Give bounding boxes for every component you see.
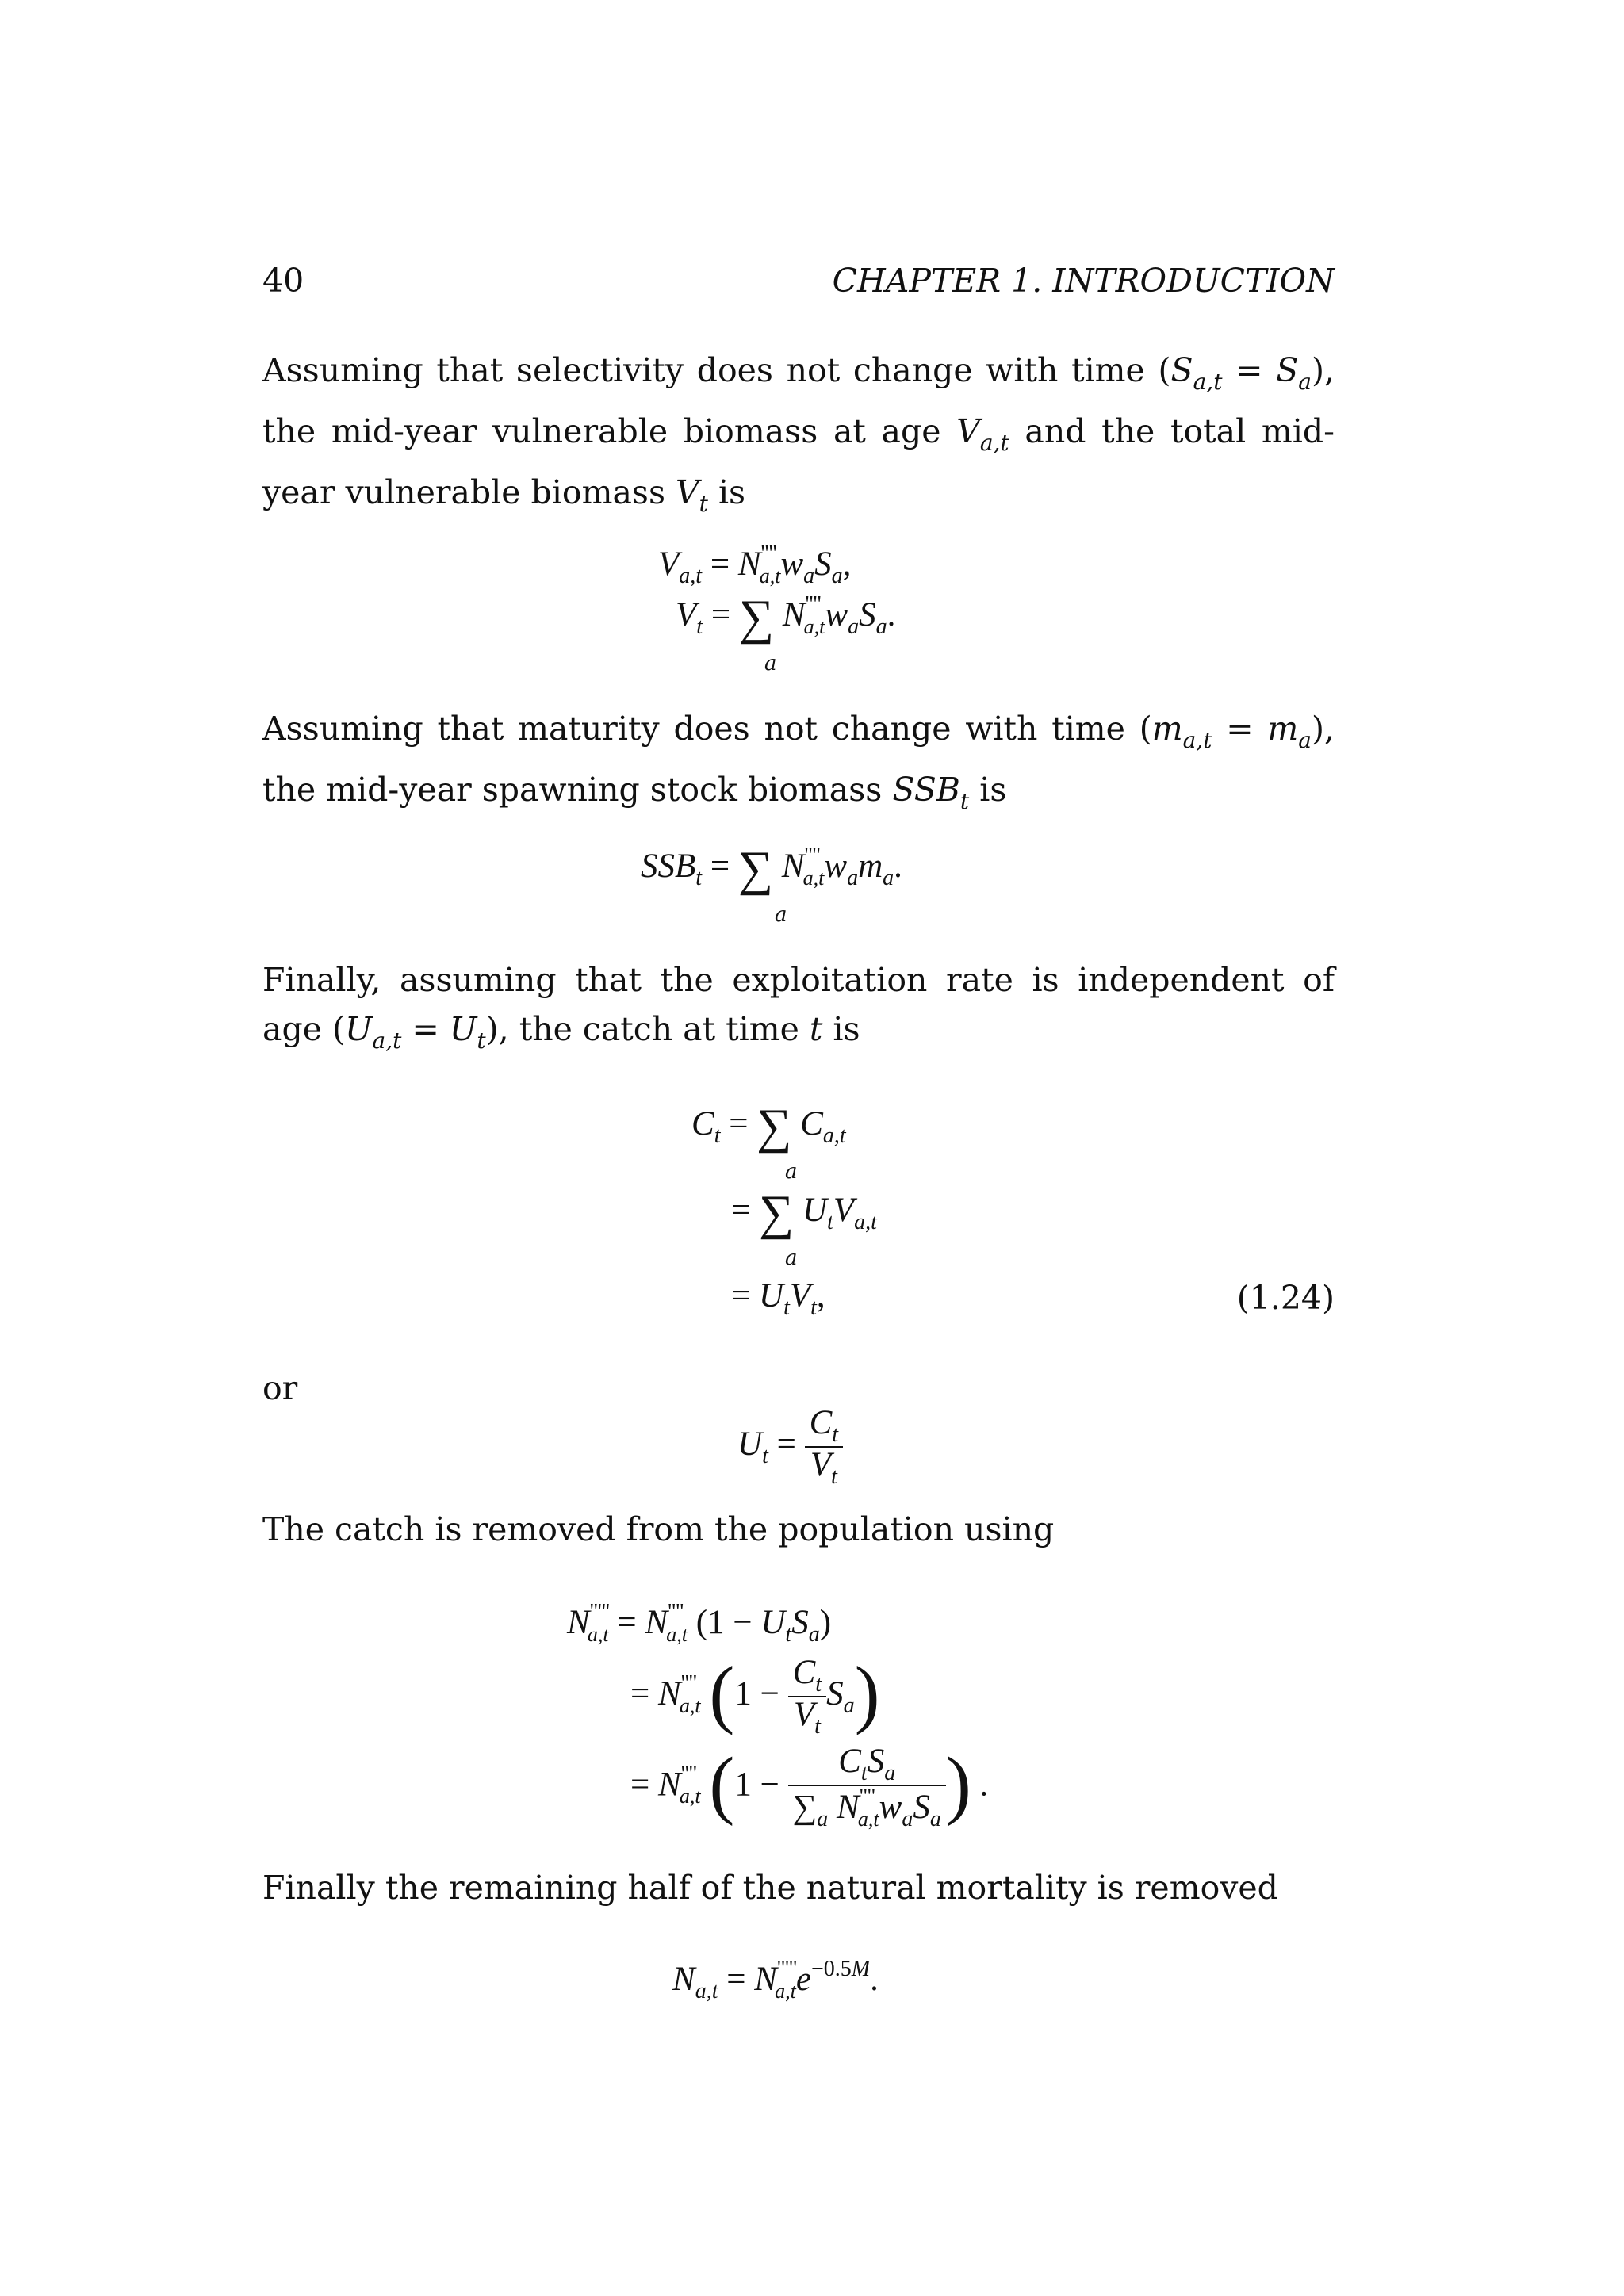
equation-catch-line2: = ∑ $U_tV_{a,t}$ [731, 1186, 877, 1240]
equation-number: (1.24) [1236, 1279, 1335, 1317]
equation-ssb: $SSB_t$ = ∑ $N''''_{a,t}w_am_a$. [641, 842, 902, 896]
equation-catch-line1: $C_t$ = ∑ $C_{a,t}$ [691, 1100, 846, 1154]
paragraph-catch-removed: The catch is removed from the population using [262, 1510, 1055, 1548]
chapter-header: CHAPTER 1. INTRODUCTION [832, 262, 1335, 300]
sum-index: a [785, 1160, 798, 1184]
equation-removal-line3: = $N''''_{a,t}$ (1 − $\frac{C_tS_a}{\sum_a N''''_{a,t}w_aS_a}$ ) . [630, 1741, 989, 1831]
paragraph-selectivity: Assuming that selectivity does not change with time $(S_{a,t} = S_a)$, the mid-year vulnerable biomass at age $V_{a,t}$ and the total mid-year vulnerable biomass $V_t$ is [262, 351, 1335, 517]
paragraph-maturity: Assuming that maturity does not change with time $(m_{a,t} = m_a)$, the mid-year spawning stock biomass $SSB_t$ is [262, 710, 1335, 814]
sum-index: a [764, 652, 777, 675]
equation-removal-line2: = $N''''_{a,t}$ (1 − $\frac{C_t}{V_t}$ $S_a$) [630, 1651, 880, 1739]
equation-vulnerable-at-age: $V_{a,t} = N''''_{a,t}w_aS_a$, [658, 541, 852, 588]
equation-catch-line3: = $U_tV_t$, [731, 1277, 825, 1320]
paragraph-natural-mortality: Finally the remaining half of the natural mortality is removed [262, 1869, 1278, 1907]
text-or: or [262, 1369, 298, 1407]
equation-removal-line1: $N'''''_{a,t} = N''''_{a,t}$ $(1 - U_tS_a)$ [567, 1600, 832, 1647]
page-number: 40 [262, 262, 304, 300]
sum-index: a [785, 1246, 798, 1270]
equation-natural-mortality: $N_{a,t} = N'''''_{a,t}e^{-0.5M}$. [672, 1957, 879, 2003]
paragraph-exploitation: Finally, assuming that the exploitation rate is independent of age $(U_{a,t} = U_t)$, the catch at time t is [262, 961, 1335, 1054]
sum-index: a [775, 903, 787, 927]
equation-exploitation-rate: $U_t$ = $\frac{C_t}{V_t}$ [737, 1406, 843, 1488]
equation-vulnerable-total: $V_t$ = ∑ $N''''_{a,t}w_aS_a$. [676, 591, 896, 645]
